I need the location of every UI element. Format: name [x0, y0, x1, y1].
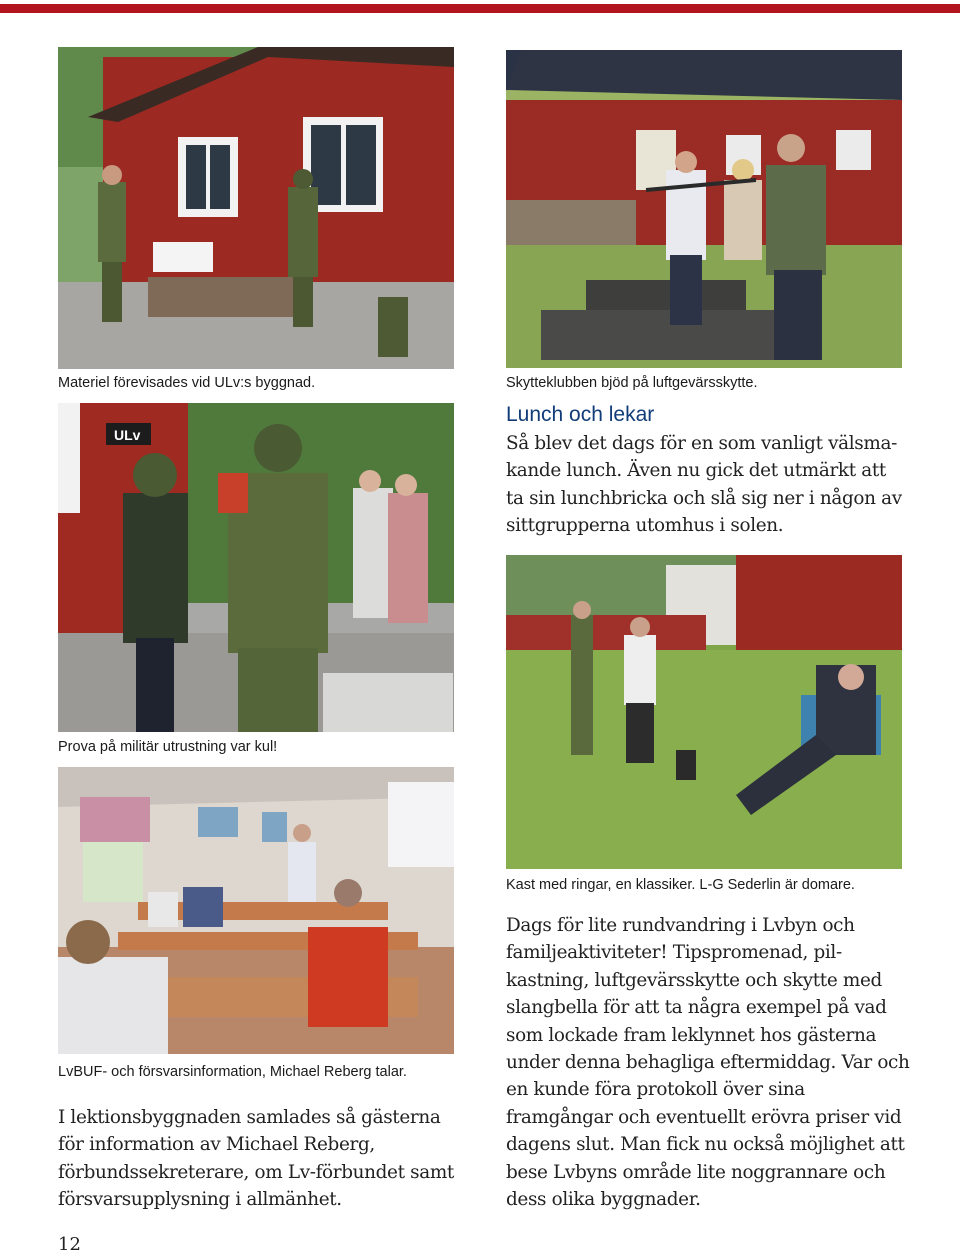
top-accent-bar	[0, 4, 960, 13]
text-line: dagens slut. Man fick nu också möjlighet att	[506, 1134, 905, 1156]
text-line: förbundssekreterare, om Lv-förbundet samt	[58, 1161, 454, 1183]
photo-caption: Prova på militär utrustning var kul!	[58, 739, 278, 755]
photo-caption: Kast med ringar, en klassiker. L-G Sederlin är domare.	[506, 877, 855, 893]
photo-skytte	[506, 50, 902, 368]
text-line: bese Lvbyns område lite noggrannare och	[506, 1161, 886, 1183]
text-line: Dags för lite rundvandring i Lvbyn och	[506, 915, 855, 936]
text-line: I lektionsbyggnaden samlades så gästerna	[58, 1107, 441, 1128]
text-line: slangbella för att ta några exempel på vad	[506, 997, 887, 1019]
text-line: sittgrupperna utomhus i solen.	[506, 515, 784, 537]
photo-ringkast	[506, 555, 902, 869]
photo-caption: LvBUF- och försvarsinformation, Michael Reberg talar.	[58, 1064, 407, 1080]
text-line: framgångar och eventuellt erövra priser vid	[506, 1106, 902, 1128]
photo-caption: Skytteklubben bjöd på luftgevärsskytte.	[506, 375, 758, 391]
ulv-sign-text: ULv	[114, 427, 141, 443]
text-line: för information av Michael Reberg,	[58, 1134, 375, 1156]
lunch-paragraph	[506, 430, 906, 540]
text-line: dess olika byggnader.	[506, 1189, 701, 1211]
text-line: kastning, luftgevärsskytte och skytte med	[506, 969, 882, 991]
photo-lektion	[58, 767, 454, 1054]
photo-materiel	[58, 47, 454, 369]
page-number: 12	[58, 1234, 81, 1255]
text-line: under denna behagliga eftermiddag. Var och	[506, 1052, 910, 1074]
rundvandring-paragraph	[506, 912, 926, 1213]
lektion-paragraph	[58, 1104, 468, 1214]
text-line: ta sin lunchbricka och slå sig ner i någon av	[506, 487, 902, 509]
text-line: kande lunch. Även nu gick det utmärkt att	[506, 460, 886, 482]
section-heading: Lunch och lekar	[506, 403, 655, 426]
photo-utrustning	[58, 403, 454, 732]
text-line: försvarsupplysning i allmänhet.	[58, 1189, 342, 1211]
text-line: som lockade fram leklynnet hos gästerna	[506, 1024, 877, 1046]
photo-caption: Materiel förevisades vid ULv:s byggnad.	[58, 375, 316, 391]
text-line: Så blev det dags för en som vanligt välsma-	[506, 433, 897, 454]
text-line: en kunde föra protokoll över sina	[506, 1079, 805, 1101]
text-line: familjeaktiviteter! Tipspromenad, pil-	[506, 942, 842, 964]
